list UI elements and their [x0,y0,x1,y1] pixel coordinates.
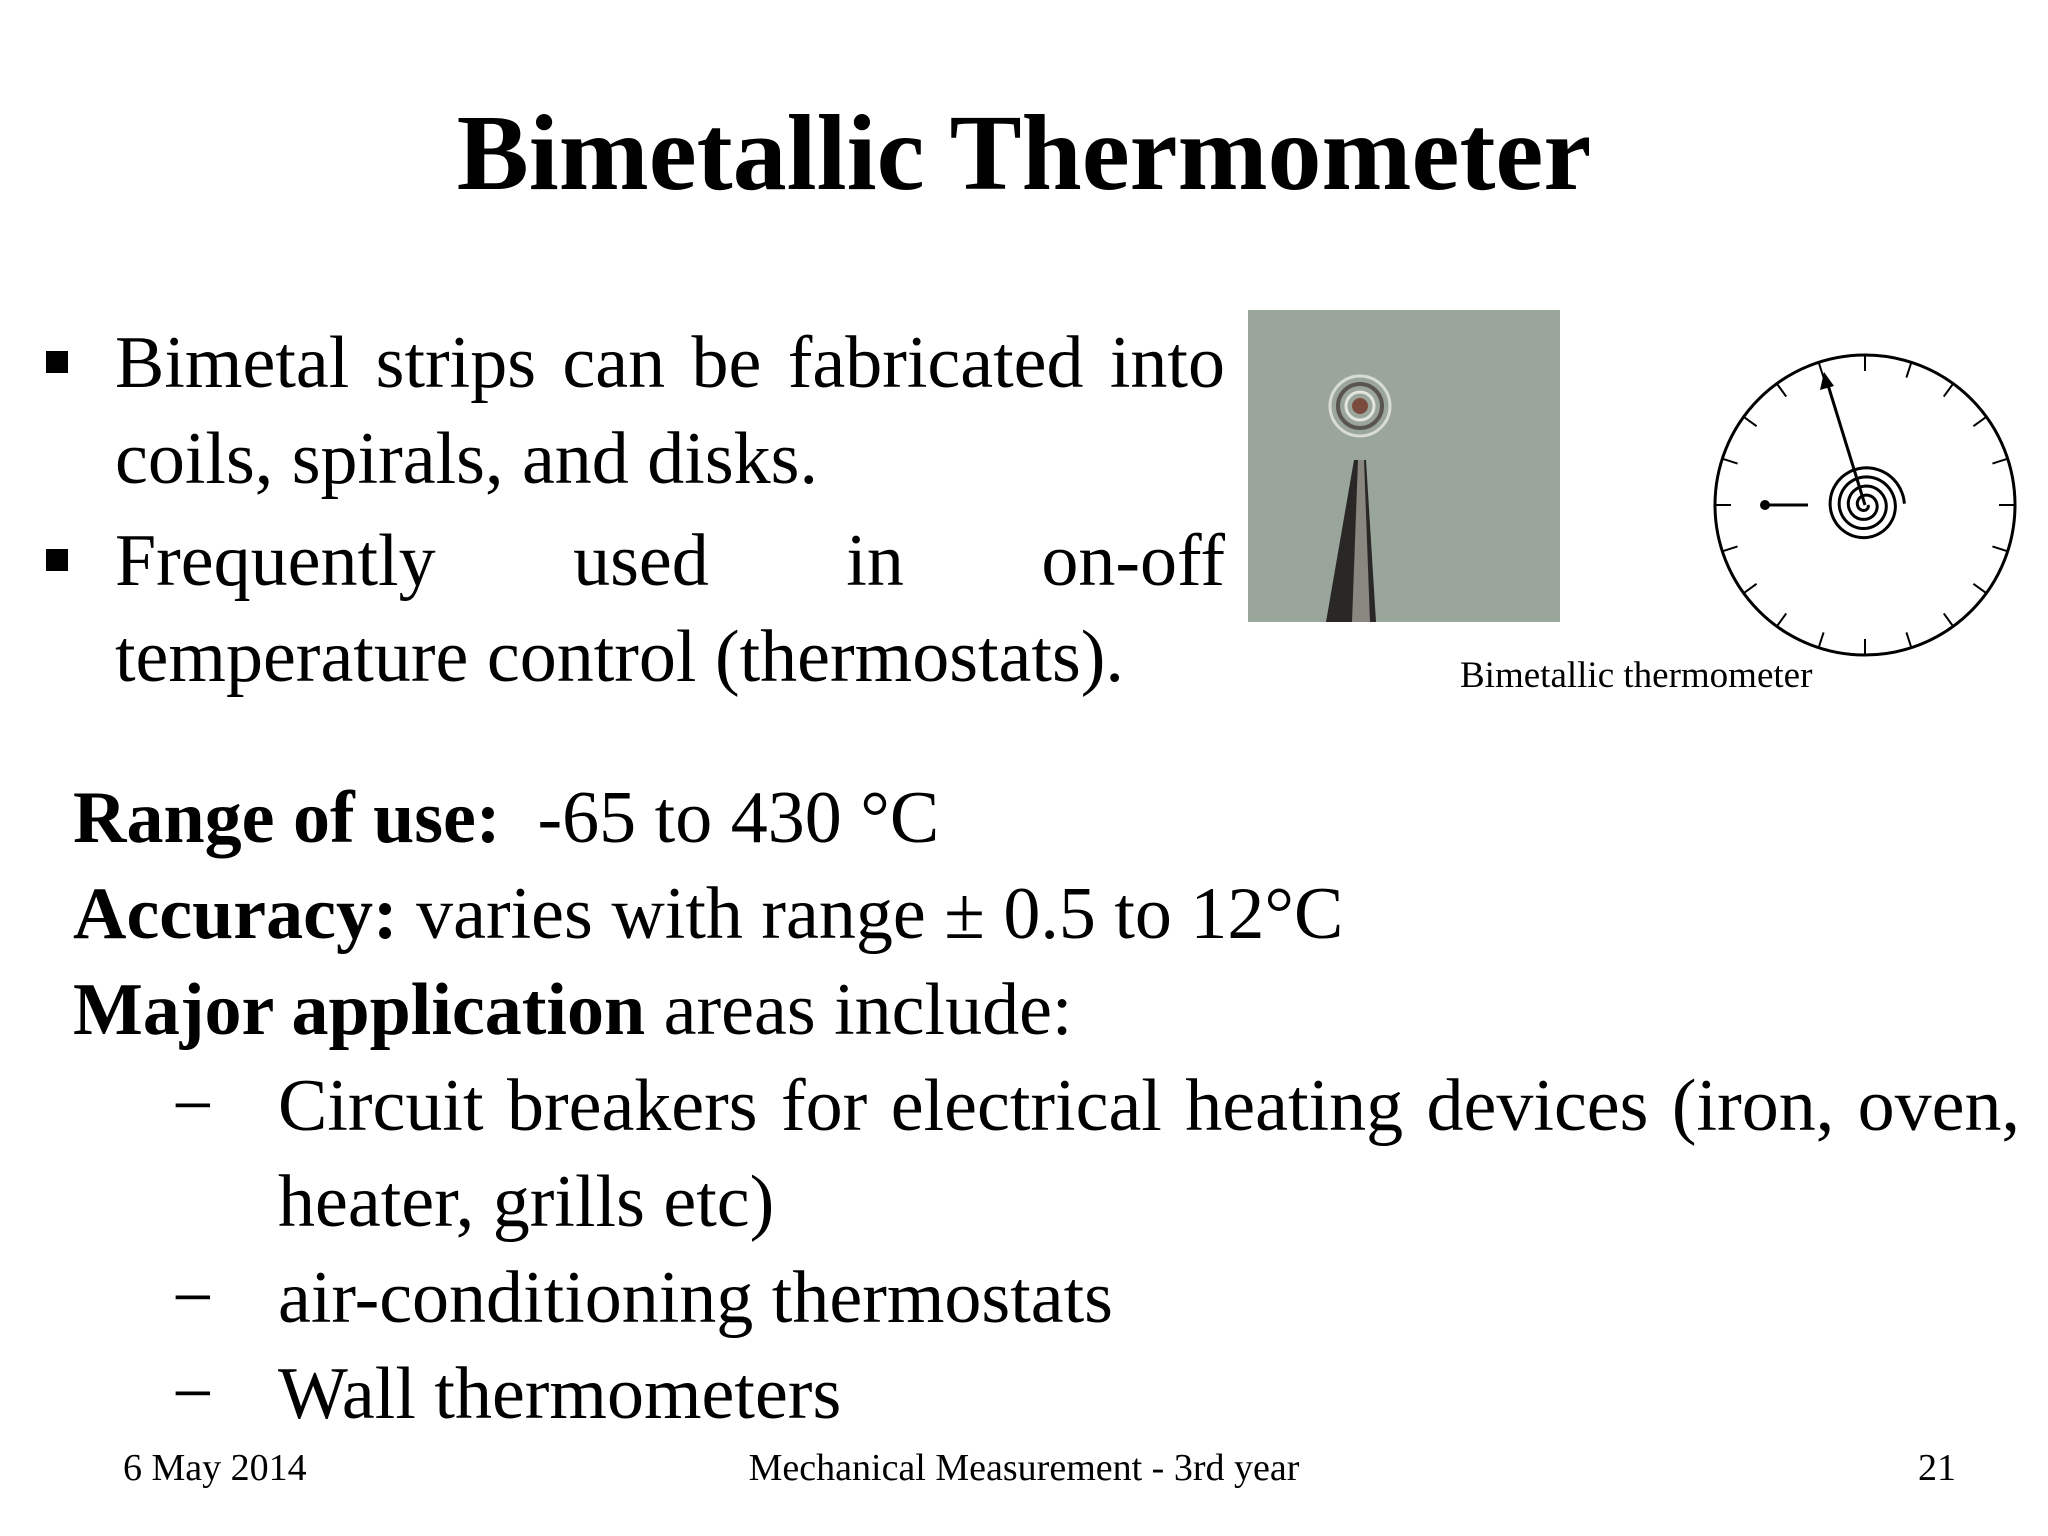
list-item [160,1058,2020,1250]
bullet-list [40,315,1225,711]
range-value: -65 to 430 °C [537,777,940,859]
bimetal-coil-photo [1248,310,1560,622]
dial-tick [1744,584,1757,593]
list-item [160,1346,2020,1442]
dial-tick [1722,459,1737,464]
square-bullet-icon [46,351,68,373]
footer-page-number: 21 [1918,1447,1956,1489]
bimetallic-dial-diagram [1700,340,2030,670]
applications-label: Major application [73,969,646,1051]
facts-block [73,770,1343,1058]
dial-tick [1973,417,1986,426]
dial-tick [1744,417,1757,426]
footer-course: Mechanical Measurement - 3rd year [748,1447,1300,1489]
image-caption: Bimetallic thermometer [1460,655,1813,696]
application-text: Circuit breakers for electrical heating devices (iron, oven, heater, grills etc) [278,1065,2020,1243]
accuracy-value: varies with range ± 0.5 to 12°C [416,873,1344,955]
applications-rest: areas include: [663,969,1073,1051]
bullet-text: Frequently used in on-off temperature control (thermostats). [115,520,1225,698]
slide-title: Bimetallic Thermometer [456,94,1592,213]
dial-tick [1906,632,1911,647]
bullet-text: Bimetal strips can be fabricated into coils, spirals, and disks. [115,322,1225,500]
range-label: Range of use: [73,777,501,859]
dial-tick [1819,362,1824,377]
bullet-item [40,513,1225,705]
dial-tick [1973,584,1986,593]
dial-tick [1722,546,1737,551]
footer-date: 6 May 2014 [123,1447,307,1489]
accuracy-row [73,866,1343,962]
dash-bullet: − [172,1065,214,1147]
dash-bullet: − [172,1353,214,1435]
bullet-item [40,315,1225,507]
applications-list [160,1058,2020,1442]
dial-tick [1944,384,1953,397]
dial-tick [1992,459,2007,464]
applications-row [73,962,1343,1058]
list-item [160,1250,2020,1346]
application-text: Wall thermometers [278,1353,842,1435]
accuracy-label: Accuracy: [73,873,398,955]
dial-tick [1819,632,1824,647]
dial-tick [1906,362,1911,377]
dash-bullet: − [172,1257,214,1339]
dial-tick [1777,384,1786,397]
spiral-coil [1830,468,1904,538]
dial-tick [1992,546,2007,551]
dial-tick [1944,613,1953,626]
square-bullet-icon [46,549,68,571]
range-row [73,770,1343,866]
dial-tick [1777,613,1786,626]
application-text: air-conditioning thermostats [278,1257,1113,1339]
